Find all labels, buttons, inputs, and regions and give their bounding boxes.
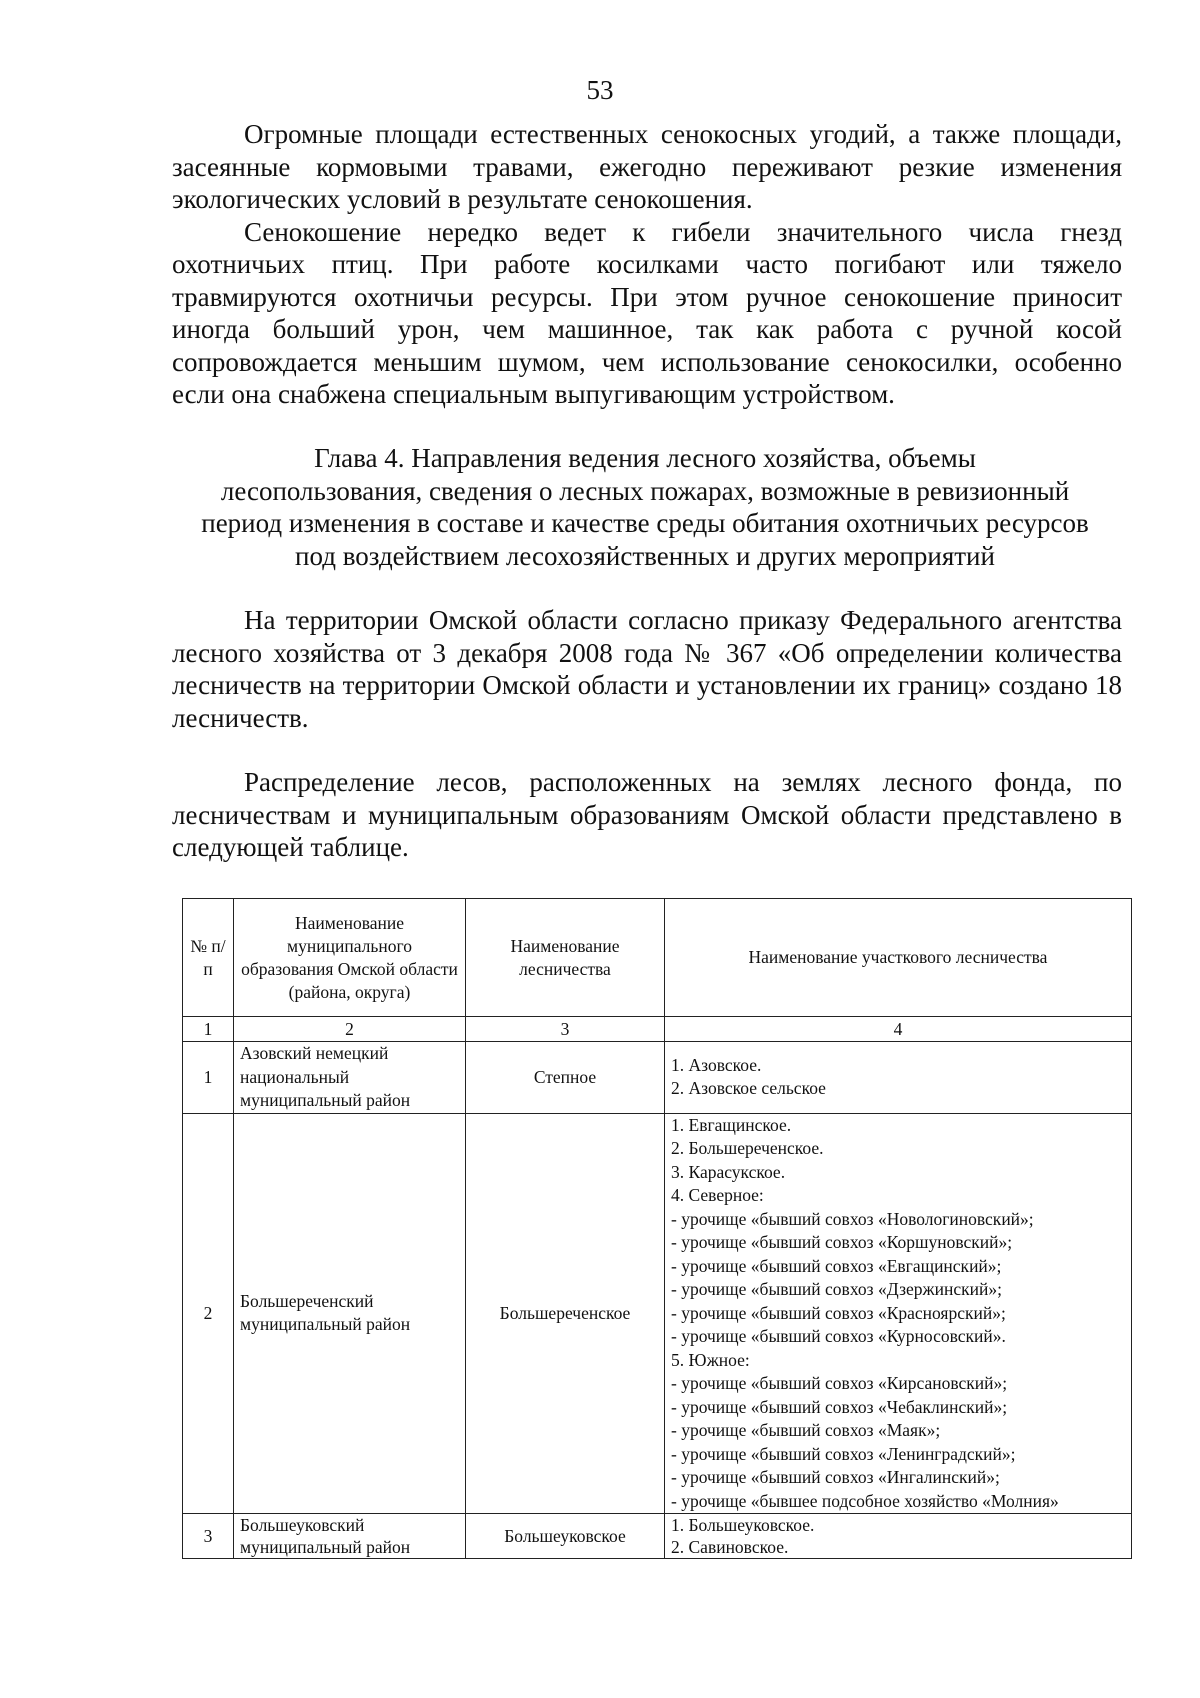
chapter-heading-line: под воздействием лесохозяйственных и других мероприятий [295, 540, 995, 571]
row-forestry: Большереченское [466, 1113, 665, 1514]
table-intro-text [172, 766, 1122, 864]
list-item: - урочище «бывший совхоз «Чебаклинский»; [671, 1396, 1008, 1417]
column-number: 2 [234, 1017, 466, 1042]
row-number: 2 [183, 1113, 234, 1514]
paragraph-table-intro: Распределение лесов, расположенных на землях лесного фонда, по лесничествам и муниципальным образованиям Омской области представлено в следующей таблице. [172, 767, 1122, 862]
table-row [183, 1113, 1132, 1514]
chapter-heading-line: период изменения в составе и качестве среды обитания охотничьих ресурсов [201, 508, 1089, 538]
header-forestry: Наименование лесничества [466, 899, 665, 1017]
row-municipality: Большеуковский муниципальный район [234, 1514, 466, 1559]
row-district-forestries [665, 1113, 1132, 1514]
header-district-forestry: Наименование участкового лесничества [665, 899, 1132, 1017]
list-item: - урочище «бывший совхоз «Коршуновский»; [671, 1232, 1013, 1252]
list-item: 1. Евгащинское. [671, 1114, 792, 1135]
list-item: - урочище «бывшее подсобное хозяйство «Молния» [671, 1490, 1059, 1511]
paragraph-haymaking-areas: Огромные площади естественных сенокосных угодий, а также площади, засеянные кормовыми травами, ежегодно переживают резкие изменения экологических условий в результате сенокошения. [172, 119, 1122, 214]
list-item: 4. Северное: [671, 1185, 764, 1205]
chapter-heading [150, 442, 1140, 572]
intro-text [172, 118, 1122, 411]
list-item: - урочище «бывший совхоз «Курносовский». [671, 1326, 1006, 1346]
paragraph-haymaking-damage: Сенокошение нередко ведет к гибели значительного числа гнезд охотничьих птиц. При работе косилками часто погибают или тяжело травмируются охотничьи ресурсы. При этом ручное сенокошение приносит иногда больший урон, чем машинное, так как работа с ручной косой сопровождается меньшим шумом, чем использование сенокосилки, особенно если она снабжена специальным выпугивающим устройством. [172, 216, 1122, 409]
column-number: 3 [466, 1017, 665, 1042]
table-row [183, 1042, 1132, 1114]
list-item: - урочище «бывший совхоз «Евгащинский»; [671, 1255, 1002, 1276]
column-number: 4 [665, 1017, 1132, 1042]
table-row [183, 1514, 1132, 1559]
list-item: - урочище «бывший совхоз «Ленинградский»; [671, 1443, 1016, 1464]
page-number: 53 [586, 75, 614, 105]
row-municipality: Азовский немецкий национальный муниципальный район [234, 1042, 466, 1114]
list-item: 1. Большеуковское. [671, 1515, 815, 1535]
chapter-heading-line: Глава 4. Направления ведения лесного хозяйства, объемы [314, 443, 976, 473]
row-district-forestries [665, 1042, 1132, 1114]
list-item: - урочище «бывший совхоз «Маяк»; [671, 1420, 941, 1440]
row-municipality: Большереченский муниципальный район [234, 1113, 466, 1514]
list-item: 3. Карасукское. [671, 1161, 786, 1182]
list-item: - урочище «бывший совхоз «Кирсановский»; [671, 1373, 1008, 1393]
list-item: - урочище «бывший совхоз «Новологиновский»; [671, 1208, 1034, 1229]
list-item: - урочище «бывший совхоз «Дзержинский»; [671, 1279, 1002, 1299]
row-district-forestries [665, 1514, 1132, 1559]
list-item: 2. Азовское сельское [671, 1078, 826, 1099]
list-item: 2. Большереченское. [671, 1138, 824, 1158]
list-item: 5. Южное: [671, 1349, 750, 1370]
table-column-numbers-row [183, 1017, 1132, 1042]
list-item: - урочище «бывший совхоз «Ингалинский»; [671, 1467, 1000, 1487]
header-municipality: Наименование муниципального образования Омской области (района, округа) [234, 899, 466, 1017]
table-header-row [183, 899, 1132, 1017]
row-number: 3 [183, 1514, 234, 1559]
column-number: 1 [183, 1017, 234, 1042]
list-item: 2. Савиновское. [671, 1537, 789, 1557]
order-text [172, 604, 1122, 734]
list-item: - урочище «бывший совхоз «Красноярский»; [671, 1302, 1006, 1323]
header-number: № п/п [183, 899, 234, 1017]
paragraph-forestry-order: На территории Омской области согласно приказу Федерального агентства лесного хозяйства от 3 декабря 2008 года № 367 «Об определении количества лесничеств на территории Омской области и установлении их границ» создано 18 лесничеств. [172, 605, 1122, 733]
row-number: 1 [183, 1042, 234, 1114]
chapter-heading-line: лесопользования, сведения о лесных пожарах, возможные в ревизионный [220, 475, 1070, 506]
forestry-table [182, 898, 1132, 1559]
list-item: 1. Азовское. [671, 1054, 762, 1075]
row-forestry: Степное [466, 1042, 665, 1114]
row-forestry: Большеуковское [466, 1514, 665, 1559]
